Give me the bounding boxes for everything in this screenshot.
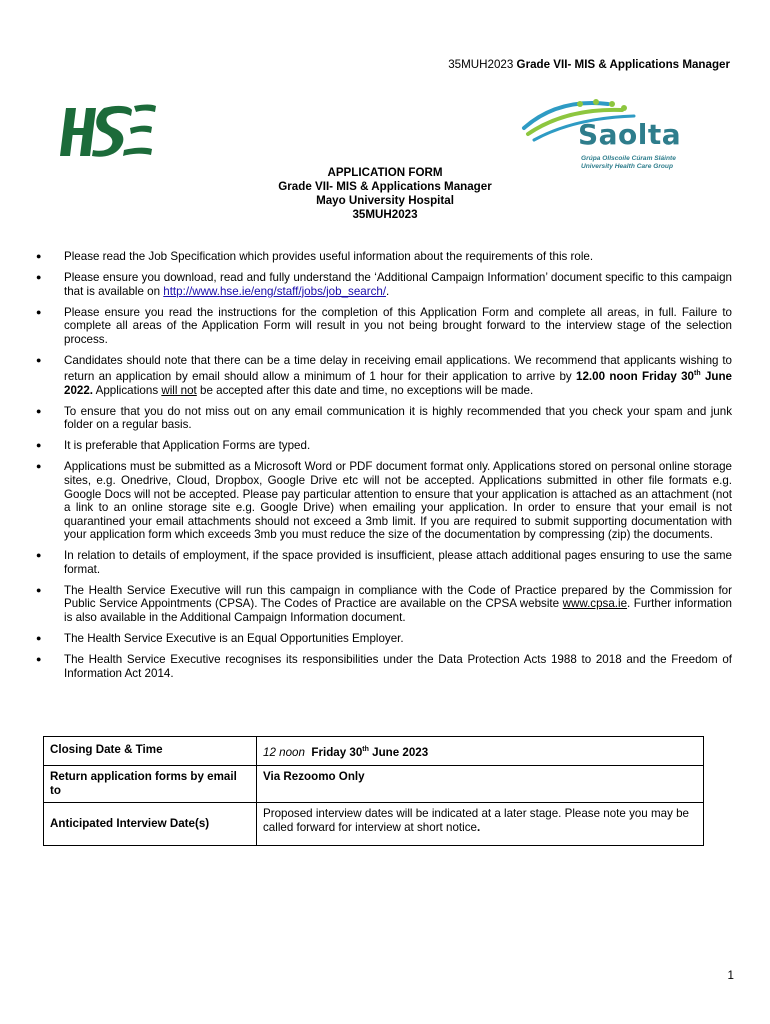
bullet-icon: ● (36, 461, 42, 472)
closing-date-label: Closing Date & Time (44, 737, 257, 766)
table-row (44, 766, 704, 803)
return-forms-label: Return application forms by email to (44, 766, 257, 803)
interview-dates-value: Proposed interview dates will be indicated at a later stage. Please note you may be called forward for interview at short notice. (257, 803, 704, 846)
form-grade: Grade VII- MIS & Applications Manager (278, 180, 492, 193)
cpsa-link[interactable]: www.cpsa.ie (562, 597, 628, 611)
list-item: ● To ensure that you do not miss out on any email communication it is highly recommended that you check your spam and junk folder on a regular basis. (36, 404, 732, 432)
header-reference (448, 58, 730, 71)
return-forms-value: Via Rezoomo Only (257, 766, 704, 803)
table-row (44, 737, 704, 766)
list-item: ● Please ensure you download, read and fully understand the ‘Additional Campaign Information’ document specific to this campaign that is available on http://www.hse.ie/eng/staff/jobs/job_search/. (36, 270, 732, 298)
form-title-block (0, 166, 770, 222)
list-item: ● Applications must be submitted as a Microsoft Word or PDF document format only. Applications stored on personal online storage sites, e.g. Onedrive, Cloud, Dropbox, Google Drive etc will not be accepted. Applications submitted in other file formats e.g. Google Docs will not be accepted. Please pay particular attention to ensure that your application is attached as an attachment (not a link to an online storage site e.g. Google Drive) when emailing your application. In order to ensure that your email is not quarantined your email attachments should not exceed a 3mb limit. If you are required to submit supporting documentation with your application form which exceeds 3mb you must reduce the size of the documentation by compressing (zip) the documents. (36, 460, 732, 542)
list-item: ● Please read the Job Specification which provides useful information about the requirements of this role. (36, 250, 594, 263)
saolta-subtitle-english: University Health Care Group (581, 163, 673, 170)
bullet-icon: ● (36, 271, 42, 282)
bullet-icon: ● (36, 440, 42, 451)
form-title: APPLICATION FORM (327, 166, 443, 179)
list-item: ● The Health Service Executive is an Equal Opportunities Employer. (36, 632, 404, 646)
list-item: ● The Health Service Executive will run this campaign in compliance with the Code of Practice prepared by the Commission for Public Service Appointments (CPSA). The Codes of Practice are available on the CPSA website www.cpsa.ie. Further information is also available in the Additional Campaign Information document. (36, 583, 732, 625)
key-dates-table (43, 736, 704, 846)
header-ref-code: 35MUH2023 (448, 58, 514, 71)
list-item: ● The Health Service Executive recognises its responsibilities under the Data Protection Acts 1988 to 2018 and the Freedom of Information Act 2014. (36, 653, 732, 680)
list-item: ● Candidates should note that there can be a time delay in receiving email applications. We recommend that applicants wishing to return an application by email should allow a minimum of 1 hour for their application to arrive by 12.00 noon Friday 30th June 2022. Applications will not be accepted after this date and time, no exceptions will be made. (36, 353, 732, 397)
saolta-logo (518, 98, 714, 170)
bullet-icon: ● (36, 306, 42, 317)
table-row (44, 803, 704, 846)
hse-jobs-link[interactable]: http://www.hse.ie/eng/staff/jobs/job_search/ (163, 284, 387, 298)
bullet-icon: ● (36, 251, 42, 261)
instructions-list (36, 250, 732, 688)
bullet-icon: ● (36, 550, 42, 561)
saolta-subtitle-irish: Grúpa Ollscoile Cúram Sláinte (581, 155, 676, 162)
interview-dates-label: Anticipated Interview Date(s) (44, 803, 257, 846)
bullet-icon: ● (36, 354, 42, 365)
saolta-wordmark: Saolta (578, 118, 682, 151)
bullet-icon: ● (36, 654, 42, 665)
page-number: 1 (727, 969, 734, 982)
list-item: ● It is preferable that Application Forms are typed. (36, 439, 311, 453)
closing-date-value: 12 noon Friday 30th June 2023 (257, 737, 704, 766)
header-ref-title: Grade VII- MIS & Applications Manager (516, 58, 730, 71)
form-hospital: Mayo University Hospital (316, 194, 454, 207)
bullet-icon: ● (36, 633, 42, 644)
list-item: ● In relation to details of employment, if the space provided is insufficient, please attach additional pages ensuring to use the same format. (36, 549, 732, 576)
hse-logo (52, 98, 162, 166)
form-ref: 35MUH2023 (352, 208, 418, 221)
list-item: ● Please ensure you read the instructions for the completion of this Application Form and complete all areas, in full. Failure to complete all areas of the Application Form will result in you not being brought forward to the interview stage of the selection process. (36, 305, 732, 346)
bullet-icon: ● (36, 405, 42, 416)
bullet-icon: ● (36, 584, 42, 595)
